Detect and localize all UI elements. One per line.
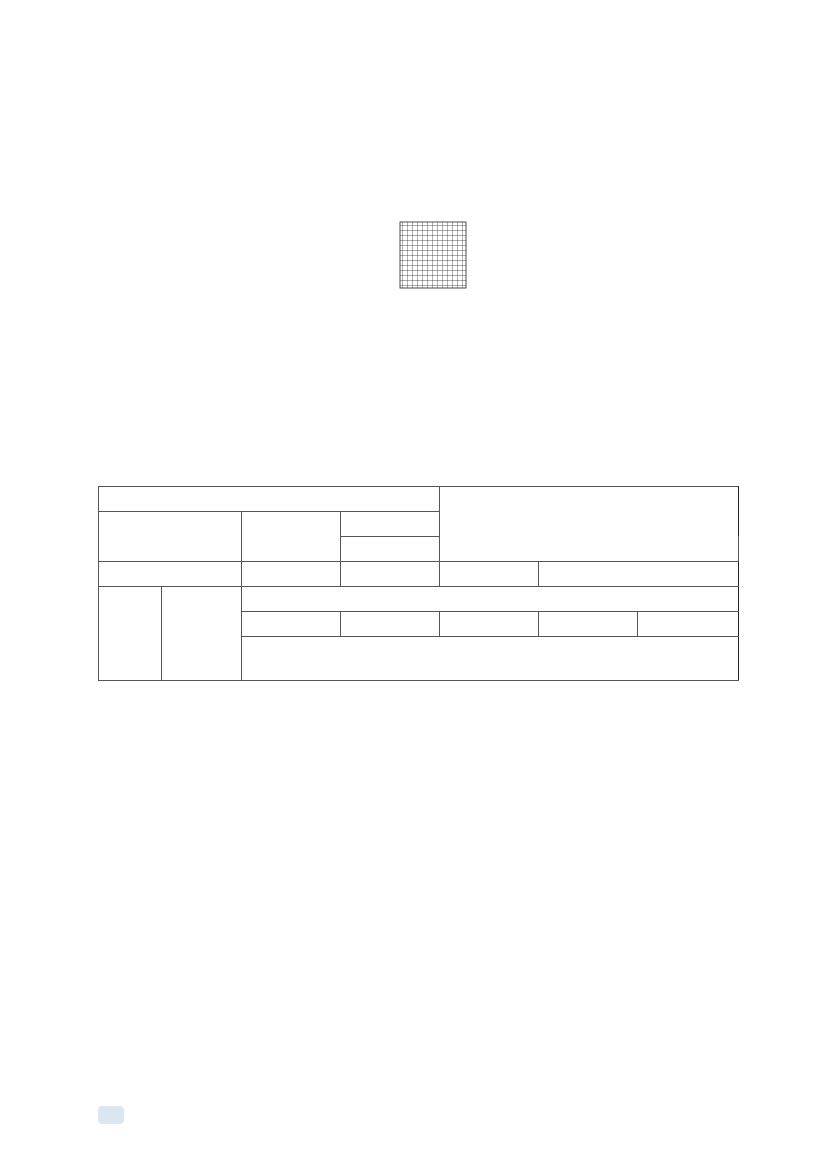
header-strand-structure [242, 512, 341, 562]
standard-number [733, 98, 737, 113]
grade-cell [440, 612, 539, 637]
grade-cell [242, 612, 341, 637]
header-typical-structure [99, 487, 440, 512]
grade-cell [539, 612, 638, 637]
header-outer-wires [341, 512, 539, 537]
header-nominal-diameter [99, 587, 162, 681]
cell-rope-structure [99, 562, 242, 587]
cell-total [341, 562, 440, 587]
cell-diameter-range [539, 562, 739, 587]
header-total [341, 537, 440, 562]
grade-cell [638, 612, 739, 637]
header-min-breaking-force [242, 637, 739, 681]
header-reference-weight [162, 587, 242, 681]
cell-strand-structure [242, 562, 341, 587]
cell-per-strand [440, 562, 539, 587]
header-grade [242, 587, 739, 612]
grade-cell [341, 612, 440, 637]
wire-rope-table [98, 486, 739, 681]
publisher-logo [98, 1106, 124, 1124]
rope-cross-section-figure [318, 140, 550, 372]
fiber-core-icon [400, 222, 466, 288]
header-rope-structure [99, 512, 242, 562]
